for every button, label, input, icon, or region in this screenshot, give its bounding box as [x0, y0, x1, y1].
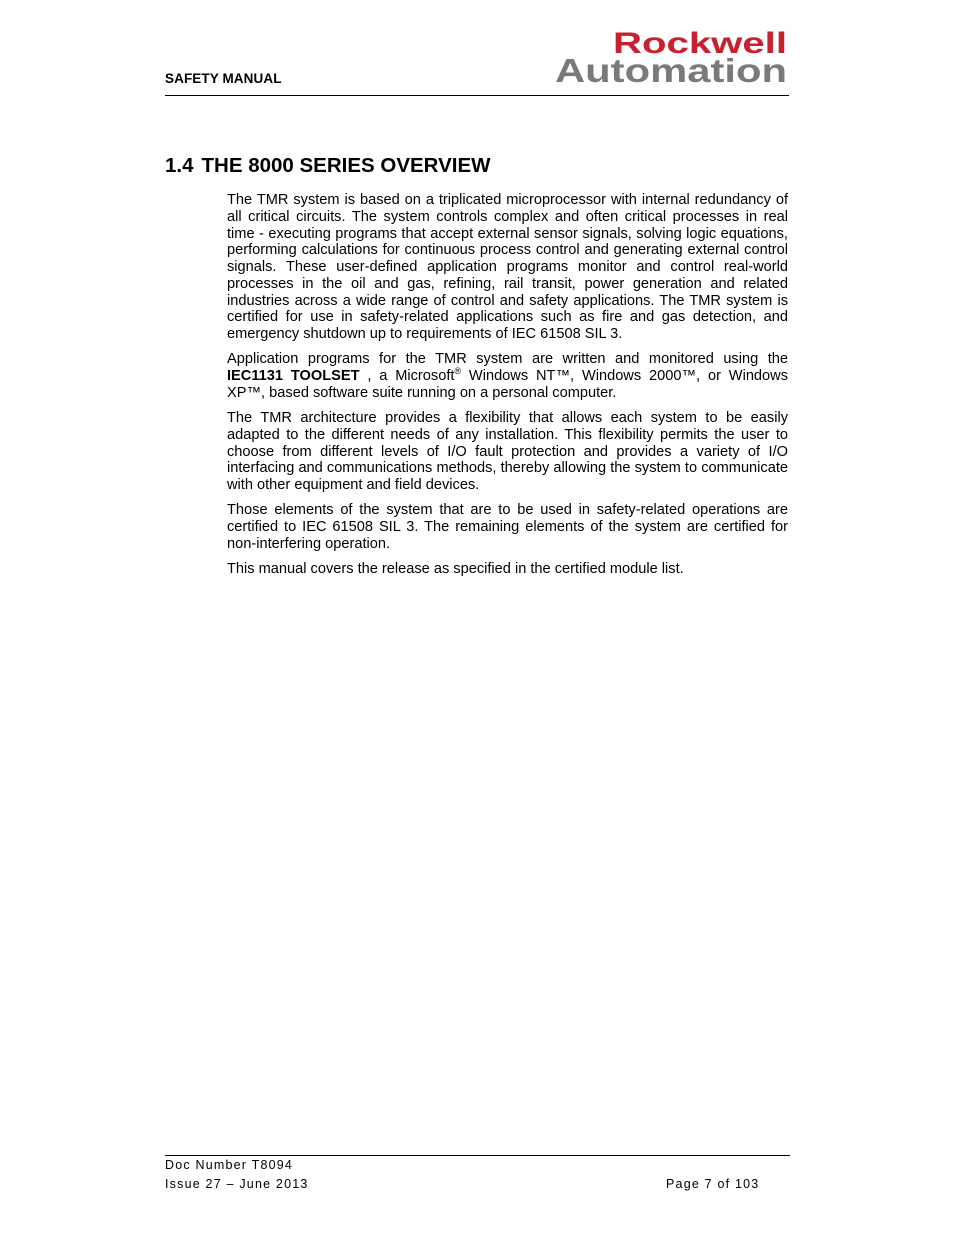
doc-number: Doc Number T8094: [165, 1158, 294, 1172]
footer-divider: [165, 1155, 790, 1156]
rockwell-automation-logo: [553, 26, 789, 84]
paragraph-certification: Those elements of the system that are to be used in safety-related operations are certified to IEC 61508 SIL 3. The remaining elements of the system are certified for non-interfering operation.: [227, 502, 788, 552]
section-number: 1.4: [165, 154, 194, 177]
page-number: Page 7 of 103: [666, 1177, 760, 1191]
paragraph-architecture: The TMR architecture provides a flexibility that allows each system to be easily adapted to the different needs of any installation. This flexibility permits the user to choose from different levels of I/O fault protection and provides a variety of I/O interfacing and communications methods, thereby allowing the system to communicate with other equipment and field devices.: [227, 410, 788, 493]
paragraph-application-programs: [227, 351, 788, 401]
paragraph-release: This manual covers the release as specified in the certified module list.: [227, 561, 684, 577]
manual-title: SAFETY MANUAL: [165, 71, 282, 86]
paragraph-tmr-system: The TMR system is based on a triplicated microprocessor with internal redundancy of all critical circuits. The system controls complex and often critical processes in real time - executing programs that accept external sensor signals, solving logic equations, performing calculations for continuous process control and generating external control signals. These user-defined application programs monitor and control real-world processes in the oil and gas, refining, rail transit, power generation and related industries across a wide range of control and safety applications. The TMR system is certified for use in safety-related applications such as fire and gas detection, and emergency shutdown up to requirements of IEC 61508 SIL 3.: [227, 192, 788, 342]
p2-text-a: Application programs for the TMR system are written and monitored using the: [227, 351, 788, 368]
section-heading: [165, 154, 491, 178]
section-title: THE 8000 SERIES OVERVIEW: [201, 154, 491, 177]
section-body: [227, 192, 788, 586]
p2-text-c: Windows NT™, Windows 2000™, or Windows XP™, based software suite running on a personal computer.: [227, 368, 789, 401]
issue-date: Issue 27 – June 2013: [165, 1177, 309, 1191]
logo-line-2: Automation: [555, 52, 787, 84]
toolset-name: IEC1131 TOOLSET: [227, 368, 360, 384]
registered-mark: ®: [454, 366, 462, 376]
header-divider: [165, 95, 789, 96]
p2-text-b: , a Microsoft: [359, 368, 455, 384]
logo-line-1: Rockwell: [613, 27, 787, 60]
